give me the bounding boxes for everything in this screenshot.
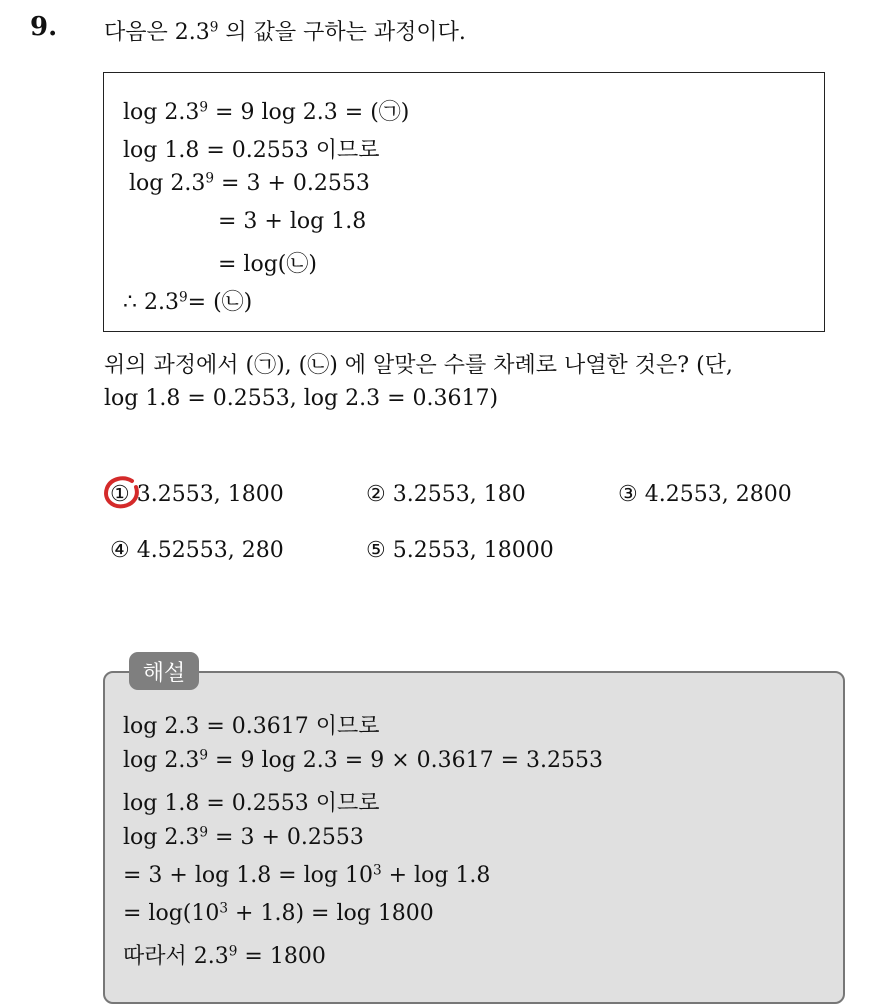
choice-3[interactable]: ③ 4.2553, 2800 — [618, 482, 792, 507]
choice-5[interactable]: ⑤ 5.2553, 18000 — [366, 538, 554, 563]
prompt-line-1: 위의 과정에서 (㉠), (㉡) 에 알맞은 수를 차례로 나열한 것은? (단, — [104, 353, 733, 378]
choice-1[interactable]: ① 3.2553, 1800 — [110, 482, 284, 507]
choice-4[interactable]: ④ 4.52553, 280 — [110, 538, 284, 563]
prompt-line-2: log 1.8 = 0.2553, log 2.3 = 0.3617) — [104, 386, 499, 411]
process-line-2: log 1.8 = 0.2553 이므로 — [123, 138, 380, 163]
solution-line-5: = $3 + \log 1.8 = \log 10^3 + \log 1.8$ — [123, 862, 491, 888]
question-text: 다음은 $2.3^9$ 의 값을 구하는 과정이다. — [104, 19, 466, 45]
solution-label: 해설 — [129, 652, 199, 690]
question-number: 9. — [30, 12, 58, 42]
solution-line-4: $\log 2.3^9 = 3 + 0.2553$ — [123, 824, 364, 850]
process-line-3: $\log 2.3^9 = 3 + 0.2553$ — [129, 170, 370, 196]
choice-2[interactable]: ② 3.2553, 180 — [366, 482, 526, 507]
solution-line-2: $\log 2.3^9 = 9$ log 2.3 = 9 × 0.3617 = 3.2553 — [123, 747, 603, 773]
process-line-1: $\log 2.3^9 = 9$ log 2.3 = (㉠) — [123, 99, 410, 125]
process-line-6: ∴ $2.3^9=$ (㉡) — [123, 289, 253, 315]
process-line-4: = 3 + log 1.8 — [218, 209, 367, 234]
solution-line-6: = $\log(10^3 + 1.8) = \log 1800$ — [123, 900, 434, 926]
solution-line-7: 따라서 $2.3^9 = 1800$ — [123, 943, 326, 969]
process-line-5: = log(㉡) — [218, 252, 317, 277]
solution-line-1: log 2.3 = 0.3617 이므로 — [123, 714, 380, 739]
solution-line-3: log 1.8 = 0.2553 이므로 — [123, 791, 380, 816]
